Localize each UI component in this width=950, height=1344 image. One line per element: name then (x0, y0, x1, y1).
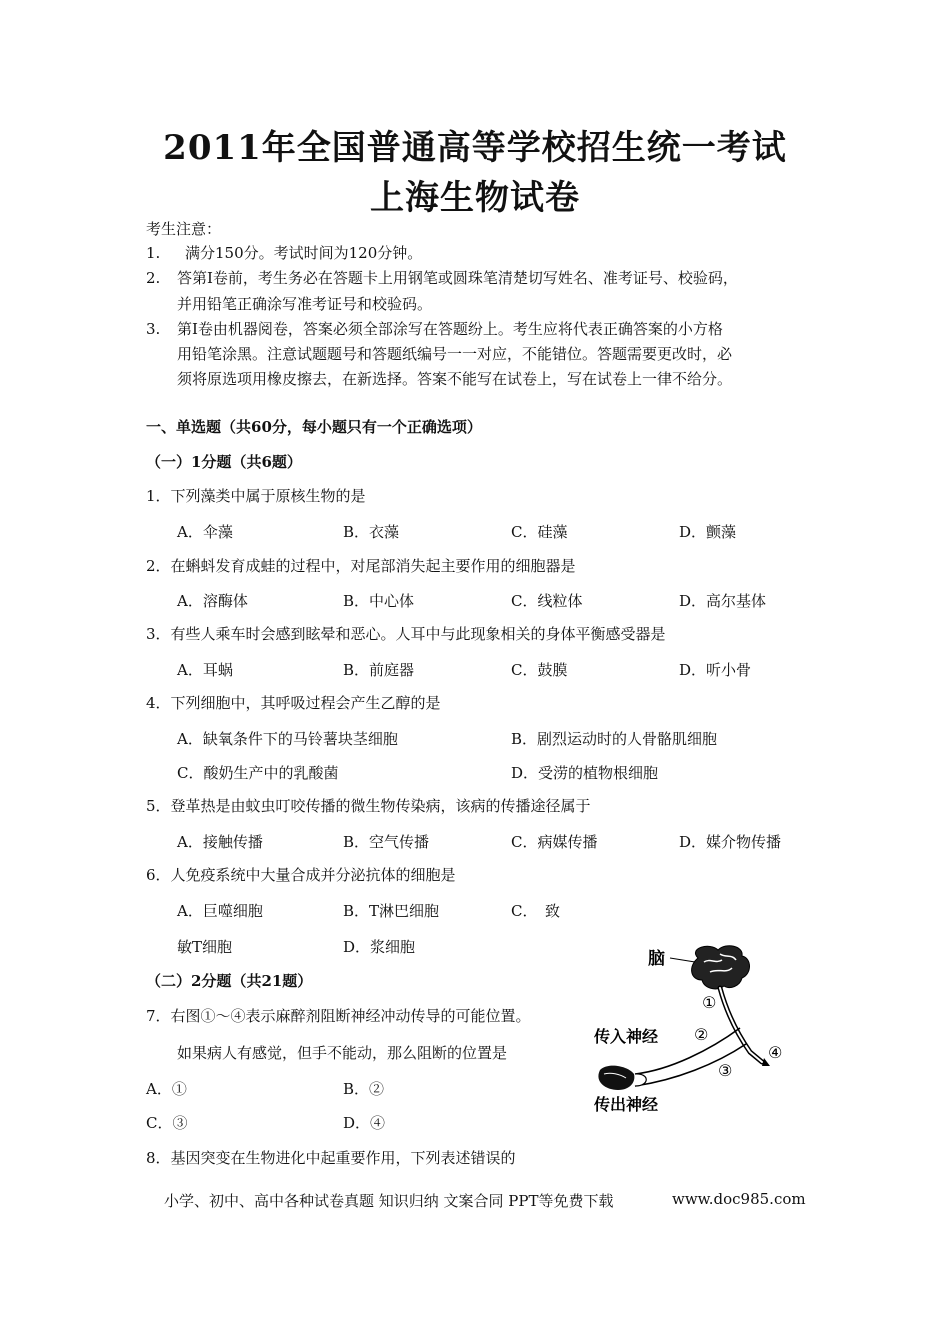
notice-item-line: 第Ⅰ卷由机器阅卷，答案必须全部涂写在答题纷上。考生应将代表正确答案的小方格 (177, 320, 723, 338)
option-c: C．酸奶生产中的乳酸菌 (177, 764, 339, 782)
option-c: C．线粒体 (511, 592, 583, 610)
option-a: A．缺氧条件下的马铃薯块茎细胞 (177, 730, 398, 748)
question-stem: 8．基因突变在生物进化中起重要作用，下列表述错误的 (146, 1149, 516, 1167)
option-c-cont: 敏T细胞 (177, 938, 233, 956)
notice-item-num: 2. (146, 269, 161, 287)
option-d: D．媒介物传播 (679, 833, 782, 851)
spinal-cord (720, 988, 762, 1062)
brain-label: 脑 (648, 949, 665, 969)
question-stem: 2．在蝌蚪发育成蛙的过程中，对尾部消失起主要作用的细胞器是 (146, 557, 576, 575)
option-d: D．受涝的植物根细胞 (511, 764, 659, 782)
part-heading: （一）1分题（共6题） (146, 453, 302, 471)
option-b: B．T淋巴细胞 (343, 902, 440, 920)
marker-2: ② (694, 1025, 709, 1044)
option-d: D．浆细胞 (343, 938, 416, 956)
footer-text: 小学、初中、高中各种试卷真题 知识归纳 文案合同 PPT等免费下载 (164, 1192, 614, 1210)
option-a: A．巨噬细胞 (177, 902, 263, 920)
exam-title: 2011年全国普通高等学校招生统一考试 (163, 128, 787, 168)
option-c: C．鼓膜 (511, 661, 568, 679)
marker-3: ③ (718, 1061, 733, 1080)
option-a: A．伞藻 (177, 523, 233, 541)
option-b: B．空气传播 (343, 833, 430, 851)
notice-item-line: 答第Ⅰ卷前，考生务必在答题卡上用钢笔或圆珠笔清楚切写姓名、准考证号、校验码， (177, 269, 738, 287)
marker-4: ④ (768, 1043, 783, 1062)
notice-heading: 考生注意： (146, 220, 222, 238)
notice-item-line: 满分150分。考试时间为120分钟。 (185, 244, 423, 262)
nerve-diagram (580, 940, 795, 1120)
option-b: B．前庭器 (343, 661, 415, 679)
afferent-label: 传入神经 (594, 1027, 659, 1046)
option-d: D．颤藻 (679, 523, 737, 541)
brain-shape (692, 946, 750, 989)
notice-item-line: 须将原选项用橡皮擦去，在新选择。答案不能写在试卷上，写在试卷上一律不给分。 (177, 370, 733, 388)
option-c: C．③ (146, 1114, 188, 1132)
option-d: D．听小骨 (679, 661, 752, 679)
option-a: A．接触传播 (177, 833, 263, 851)
question-stem-cont: 如果病人有感觉，但手不能动，那么阻断的位置是 (177, 1044, 508, 1062)
option-d: D．④ (343, 1114, 386, 1132)
option-c: C．硅藻 (511, 523, 568, 541)
section-heading: 一、单选题（共60分，每小题只有一个正确选项） (146, 418, 482, 436)
question-stem: 4．下列细胞中，其呼吸过程会产生乙醇的是 (146, 694, 441, 712)
option-a: A．耳蜗 (177, 661, 233, 679)
question-stem: 3．有些人乘车时会感到眩晕和恶心。人耳中与此现象相关的身体平衡感受器是 (146, 625, 666, 643)
notice-item-line: 并用铅笔正确涂写准考证号和校验码。 (177, 295, 433, 313)
part-heading: （二）2分题（共21题） (146, 972, 313, 990)
option-a: A．溶酶体 (177, 592, 248, 610)
question-stem: 1．下列藻类中属于原核生物的是 (146, 487, 366, 505)
option-c: C． 致 (511, 902, 560, 920)
option-b: B．中心体 (343, 592, 415, 610)
exam-subtitle: 上海生物试卷 (370, 178, 580, 218)
marker-1: ① (702, 993, 717, 1012)
question-stem: 7．右图①～④表示麻醉剂阻断神经冲动传导的可能位置。 (146, 1007, 531, 1025)
notice-item-line: 用铅笔涂黑。注意试题题号和答题纸编号一一对应，不能错位。答题需要更改时，必 (177, 345, 733, 363)
option-d: D．高尔基体 (679, 592, 767, 610)
option-a: A．① (146, 1080, 187, 1098)
option-b: B．② (343, 1080, 385, 1098)
option-b: B．衣藻 (343, 523, 400, 541)
footer-url[interactable]: www.doc985.com (672, 1190, 806, 1208)
option-b: B．剧烈运动时的人骨骼肌细胞 (511, 730, 718, 748)
efferent-label: 传出神经 (594, 1095, 659, 1114)
option-c: C．病媒传播 (511, 833, 598, 851)
question-stem: 6．人免疫系统中大量合成并分泌抗体的细胞是 (146, 866, 456, 884)
hand-shape (598, 1066, 634, 1090)
question-stem: 5．登革热是由蚊虫叮咬传播的微生物传染病，该病的传播途径属于 (146, 797, 591, 815)
notice-item-num: 3. (146, 320, 161, 338)
notice-item-num: 1. (146, 244, 161, 262)
